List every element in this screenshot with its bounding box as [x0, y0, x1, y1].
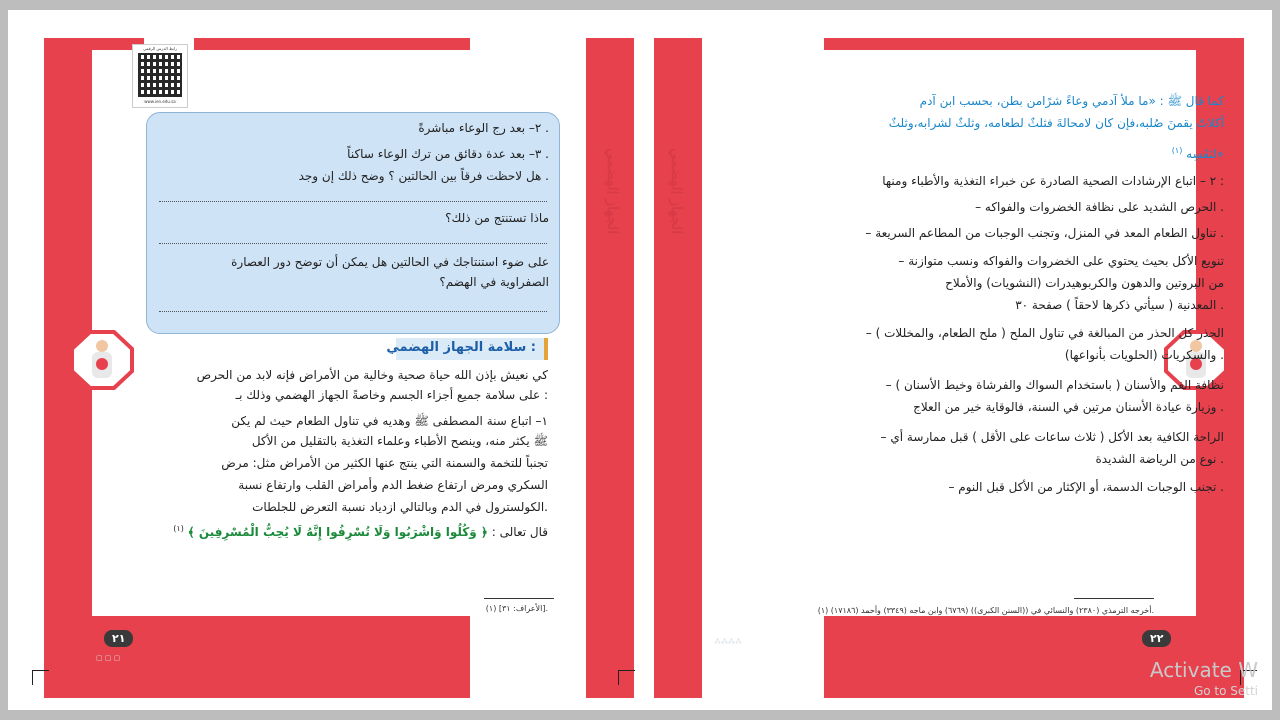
- activity-line-3: هل لاحظت فرقاً بين الحالتين ؟ وضح ذلك إن وجد .: [298, 169, 549, 183]
- bullet-item: من البروتين والدهون والكربوهيدرات (النشويات) والأملاح: [945, 276, 1224, 290]
- quran-prefix: قال تعالى :: [491, 525, 548, 539]
- side-red-band: [654, 38, 702, 698]
- bullet-item: وزيارة عيادة الأسنان مرتين في السنة، فالوقاية خير من العلاج .: [913, 400, 1224, 414]
- side-title: الجهاز الهضمي: [668, 148, 684, 235]
- answer-line: [159, 243, 547, 244]
- bottom-red-band: [92, 616, 470, 698]
- qr-code-box[interactable]: [132, 44, 188, 108]
- document-viewer: [8, 10, 1272, 710]
- page-number: ٢٢: [1142, 630, 1171, 647]
- point-2-title: ٢ – اتباع الإرشادات الصحية الصادرة عن خبراء التغذية والأطباء ومنها :: [882, 174, 1224, 188]
- hadith-ref: (١): [1171, 146, 1183, 155]
- bullet-item: المعدنية ( سيأتي ذكرها لاحقاً ) صفحة ٣٠ .: [1015, 298, 1224, 312]
- quran-verse: [173, 524, 548, 539]
- activity-box: [146, 112, 560, 334]
- watermark-text: ▢ ▢ ▢: [96, 654, 121, 662]
- activity-question-3a: على ضوء استنتاجك في الحالتين هل يمكن أن توضح دور العصارة: [231, 255, 549, 269]
- bullet-item: والسكريات (الحلويات بأنواعها) .: [1064, 348, 1224, 362]
- top-red-band: [824, 38, 1196, 50]
- side-red-band: [586, 38, 634, 698]
- answer-line: [159, 311, 547, 312]
- activate-windows-subtext: Go to Setti: [1193, 684, 1258, 698]
- body-line: الكولسترول في الدم وبالتالي ازدياد نسبة التعرض للجلطات.: [252, 500, 548, 514]
- activity-line-1: ٢– بعد رج الوعاء مباشرةً .: [418, 121, 549, 135]
- hadith-line-1: كما قال ﷺ : «ما ملأ آدمي وعاءً شرًامن بطن، بحسب ابن آدم: [919, 94, 1224, 108]
- qr-caption: رابط الدرس الرقمي: [143, 46, 177, 51]
- activity-question-2: ماذا تستنتج من ذلك؟: [445, 211, 549, 225]
- quran-text: ﴿ وَكُلُوا وَاشْرَبُوا وَلَا تُسْرِفُوا إِنَّهُ لَا يُحِبُّ الْمُسْرِفِينَ ﴾: [187, 525, 488, 539]
- top-red-band: [194, 38, 470, 50]
- body-line: ﷺ يكثر منه، وينصح الأطباء وعلماء التغذية بالتقليل من الأكل: [251, 434, 548, 448]
- bullet-item: – الراحة الكافية بعد الأكل ( ثلاث ساعات على الأقل ) قبل ممارسة أي: [880, 430, 1224, 444]
- page-22: [654, 38, 1244, 698]
- answer-line: [159, 201, 547, 202]
- body-line: على سلامة جميع أجزاء الجسم وخاصةً الجهاز الهضمي وذلك بـ :: [235, 388, 548, 402]
- section-title: سلامة الجهاز الهضمي :: [386, 340, 536, 355]
- body-line: السكري ومرض ارتفاع ضغط الدم وأمراض القلب وارتفاع نسبة: [238, 478, 548, 492]
- body-line: كي نعيش بإذن الله حياة صحية وخالية من الأمراض فإنه لابد من الحرص: [196, 368, 548, 382]
- hadith-line-2: أكلاتٌ يقمنَ صُلبه،فإن كان لامحالةَ فثلثٌ لطعامه، وثلثٌ لشرابه،وثلثٌ: [888, 116, 1224, 130]
- body-line: تجنباً للتخمة والسمنة التي ينتج عنها الكثير من الأمراض مثل: مرض: [221, 456, 548, 470]
- qr-url: www.ien.edu.sa: [144, 99, 176, 104]
- body-line: ١– اتباع سنة المصطفى ﷺ وهديه في تناول الطعام حيث لم يكن: [231, 414, 548, 428]
- bullet-item: – الحرص الشديد على نظافة الخضروات والفواكه .: [975, 200, 1224, 214]
- bullet-item: نوع من الرياضة الشديدة .: [1095, 452, 1224, 466]
- hadith-end: لنَفَسِه»: [1186, 147, 1224, 161]
- activate-windows-text: Activate W: [1149, 658, 1258, 682]
- activity-line-2: ٣– بعد عدة دقائق من ترك الوعاء ساكناً .: [347, 147, 549, 161]
- bottom-red-band: [824, 616, 1196, 698]
- watermark-logo: ⁂⁂⁂⁂: [714, 638, 742, 646]
- footnote-rule: [484, 598, 554, 599]
- page-21: [44, 38, 634, 698]
- bullet-item: – نظافة الفم والأسنان ( باستخدام السواك والفرشاة وخيط الأسنان ): [885, 378, 1224, 392]
- activity-question-3b: الصفراوية في الهضم؟: [439, 275, 549, 289]
- bullet-item: – تجنب الوجبات الدسمة، أو الإكثار من الأكل قبل النوم .: [948, 480, 1224, 494]
- qr-code-icon: [138, 53, 182, 97]
- section-heading: [386, 338, 548, 360]
- bullet-item: – تنويع الأكل بحيث يحتوي على الخضروات والفواكه ونسب متوازنة: [898, 254, 1224, 268]
- quran-ref: (١): [173, 524, 184, 533]
- footnote: (١) أخرجه الترمذي (٢٣٨٠) والنسائي في ((السنن الكبرى)) (٦٧٦٩) وابن ماجه (٣٣٤٩) وأحمد (١٧١٨٦).: [817, 606, 1154, 615]
- bullet-item: – تناول الطعام المعد في المنزل، وتجنب الوجبات من المطاعم السريعة .: [865, 226, 1224, 240]
- crop-mark: [618, 670, 635, 685]
- hadith-line-3: [1172, 146, 1224, 161]
- footnote-rule: [1074, 598, 1154, 599]
- footnote: (١) [الأعراف: ٣١].: [485, 604, 548, 613]
- page-number: ٢١: [104, 630, 133, 647]
- bullet-item: – الحذر كل الحذر من المبالغة في تناول الملح ( ملح الطعام، والمخللات ): [865, 326, 1224, 340]
- side-title: الجهاز الهضمي: [604, 148, 620, 235]
- crop-mark: [32, 670, 49, 685]
